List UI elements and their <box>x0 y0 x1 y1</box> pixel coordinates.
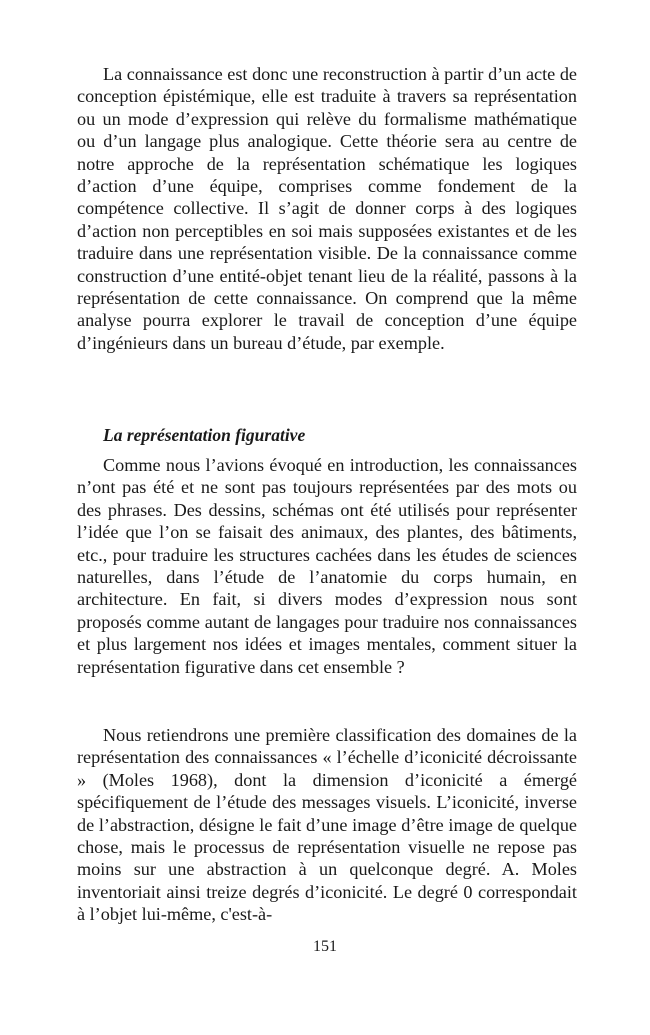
section-heading: La représentation figurative <box>103 425 306 445</box>
paragraph-text: Comme nous l’avions évoqué en introduction, les connaissances n’ont pas été et ne sont pas toujours représentées par des mots ou des phrases. Des dessins, schémas ont été utilisés pour représenter l’idée que l’on se faisait des animaux, des plantes, des bâtiments, etc., pour traduire les structures cachées dans les études de sciences naturelles, dans l’étude de l’anatomie du corps humain, en architecture. En fait, si divers modes d’expression nous sont proposés comme autant de langages pour traduire nos connaissances et plus largement nos idées et images mentales, comment situer la représentation figurative dans cet ensemble ? <box>77 455 577 677</box>
paragraph-text: Nous retiendrons une première classification des domaines de la représentation des connaissances « l’échelle d’iconicité décroissante » (Moles 1968), dont la dimension d’iconicité a émergé spécifiquement de l’étude des messages visuels. L’iconicité, inverse de l’abstraction, désigne le fait d’une image d’être image de quelque chose, mais le processus de représentation visuelle ne repose pas moins sur une abstraction à un quelconque degré. A. Moles inventoriait ainsi treize degrés d’iconicité. Le degré 0 correspondait à l’objet lui-même, c'est-à- <box>77 725 577 925</box>
paragraph-text: La connaissance est donc une reconstruction à partir d’un acte de conception épistémique, elle est traduite à travers sa représentation ou un mode d’expression qui relève du formalisme mathématique ou d’un langage plus analogique. Cette théorie sera au centre de notre approche de la représentation schématique les logiques d’action d’une équipe, comprises comme fondement de la compétence collective. Il s’agit de donner corps à des logiques d’action non perceptibles en soi mais supposées existantes et de les traduire dans une représentation visible. De la connaissance comme construction d’une entité-objet tenant lieu de la réalité, passons à la représentation de cette connaissance. On comprend que la même analyse pourra explorer le travail de conception d’une équipe d’ingénieurs dans un bureau d’étude, par exemple. <box>77 64 577 353</box>
body-paragraph-2 <box>77 454 577 678</box>
body-paragraph-1 <box>77 63 577 354</box>
page-number: 151 <box>313 938 337 955</box>
body-paragraph-3 <box>77 724 577 926</box>
